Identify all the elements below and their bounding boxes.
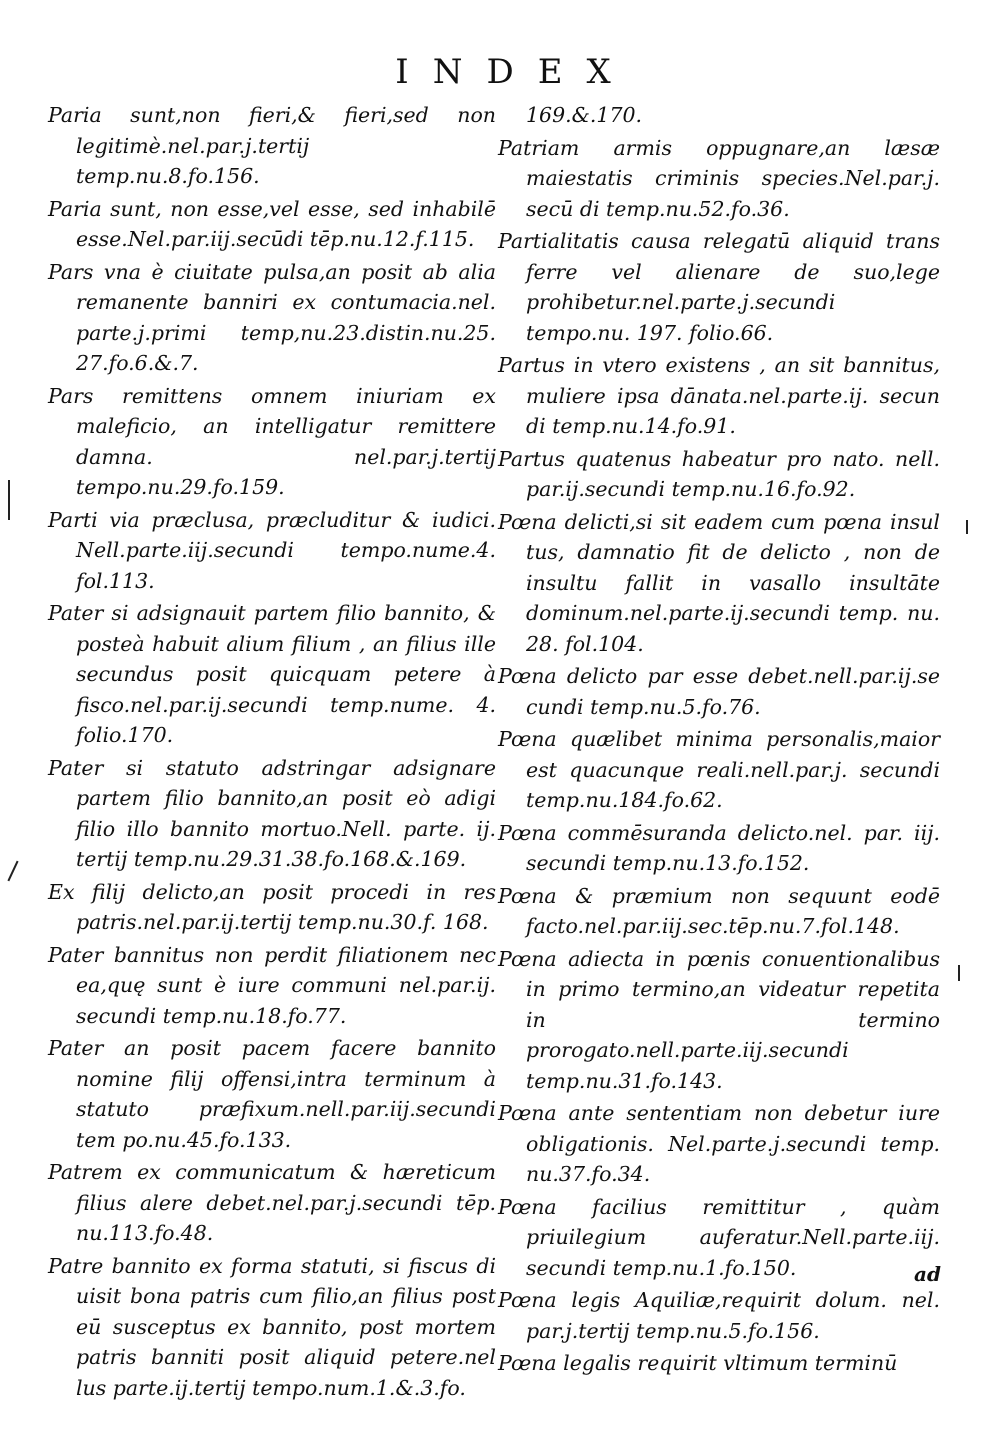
index-entry-continuation: 169.&.170. [526,103,643,127]
index-entry: Pœna quælibet minima personalis,maior est quacunque reali.nell.par.j. secundi temp.nu.184.fo.62. [498,727,940,812]
index-entry: Pater an posit pacem facere bannito nomine filij offensi,intra terminum à statuto præfixum.nell.par.iij.secundi tem po.nu.45.fo.133. [48,1036,496,1152]
margin-mark [7,861,18,882]
index-entry: Pœna delicti,si sit eadem cum pœna insul tus, damnatio fit de delicto , non de insultu fallit in vasallo insultāte dominum.nel.parte.ij.secundi temp. nu. 28. fol.104. [498,509,940,656]
index-entry: Pater si adsignauit partem filio bannito, & posteà habuit alium filium , an filius ille secundus posit quicquam petere à fisco.nel.par.ij.secundi temp.nume. 4. folio.170. [48,601,496,747]
index-entry: Patre bannito ex forma statuti, si fiscus di uisit bona patris cum filio,an filius post eū susceptus ex bannito, post mortem patris banniti posit aliquid petere.nel lus parte.ij.tertij tempo.num.1.&.3.fo. [48,1253,496,1400]
index-entry: Partus quatenus habeatur pro nato. nell. par.ij.secundi temp.nu.16.fo.92. [498,446,940,501]
index-entry: Paria sunt,non fieri,& fieri,sed non legitimè.nel.par.j.tertij temp.nu.8.fo.156. [48,103,496,188]
index-entry: Pœna commēsuranda delicto.nel. par. iij. secundi temp.nu.13.fo.152. [498,820,940,875]
index-entry: Patrem ex communicatum & hæreticum filius alere debet.nel.par.j.secundi tēp. nu.113.fo.48. [48,1160,496,1245]
index-entry: Pars vna è ciuitate pulsa,an posit ab alia remanente banniri ex contumacia.nel. parte.j.primi temp,nu.23.distin.nu.25. 27.fo.6.&.7. [48,259,496,375]
index-entry: Pœna facilius remittitur , quàm priuilegium auferatur.Nell.parte.iij. secundi temp.nu.1.fo.150. [498,1194,940,1280]
index-entry: Pars remittens omnem iniuriam ex maleficio, an intelligatur remittere damna. nel.par.j.tertij tempo.nu.29.fo.159. [48,383,496,499]
margin-mark [966,520,968,534]
index-entry: Pœna legis Aquiliæ,requirit dolum. nel. par.j.tertij temp.nu.5.fo.156. [498,1288,940,1343]
index-entry: Parti via præclusa, præcluditur & iudici. Nell.parte.iij.secundi tempo.nume.4. fol.113. [48,507,496,593]
index-entry: Partus in vtero existens , an sit bannitus, muliere ipsa dānata.nel.parte.ij. secun di temp.nu.14.fo.91. [498,353,940,438]
margin-mark [8,480,10,520]
index-entry: Pœna legalis requirit vltimum terminū [498,1351,898,1375]
index-entry: Pœna delicto par esse debet.nell.par.ij.se cundi temp.nu.5.fo.76. [498,664,940,719]
left-column [48,100,496,1405]
right-column [498,100,940,1381]
page-title: INDEX [395,52,635,92]
index-entry: Paria sunt, non esse,vel esse, sed inhabilē esse.Nel.par.iij.secūdi tēp.nu.12.f.115. [48,196,496,251]
index-entry: Pater bannitus non perdit filiationem nec ea,quę sunt è iure communi nel.par.ij. secundi temp.nu.18.fo.77. [48,942,496,1028]
index-entry: Ex filij delicto,an posit procedi in res patris.nel.par.ij.tertij temp.nu.30.f. 168. [48,879,496,934]
index-entry: Pœna & præmium non sequunt eodē facto.nel.par.iij.sec.tēp.nu.7.fol.148. [498,883,940,938]
catchword: ad [914,1262,941,1286]
margin-mark [958,965,960,981]
index-entry: Pœna ante sententiam non debetur iure obligationis. Nel.parte.j.secundi temp. nu.37.fo.34. [498,1101,940,1186]
index-entry: Pater si statuto adstringar adsignare partem filio bannito,an posit eò adigi filio illo bannito mortuo.Nell. parte. ij. tertij temp.nu.29.31.38.fo.168.&.169. [48,755,496,871]
index-entry: Pœna adiecta in pœnis conuentionalibus in primo termino,an videatur repetita in termino prorogato.nell.parte.iij.secundi temp.nu.31.fo.143. [498,946,940,1093]
index-entry: Patriam armis oppugnare,an læsæ maiestatis criminis species.Nel.par.j. secū di temp.nu.52.fo.36. [498,135,940,221]
index-entry: Partialitatis causa relegatū aliquid trans ferre vel alienare de suo,lege prohibetur.nel.parte.j.secundi tempo.nu. 197. folio.66. [498,229,940,345]
